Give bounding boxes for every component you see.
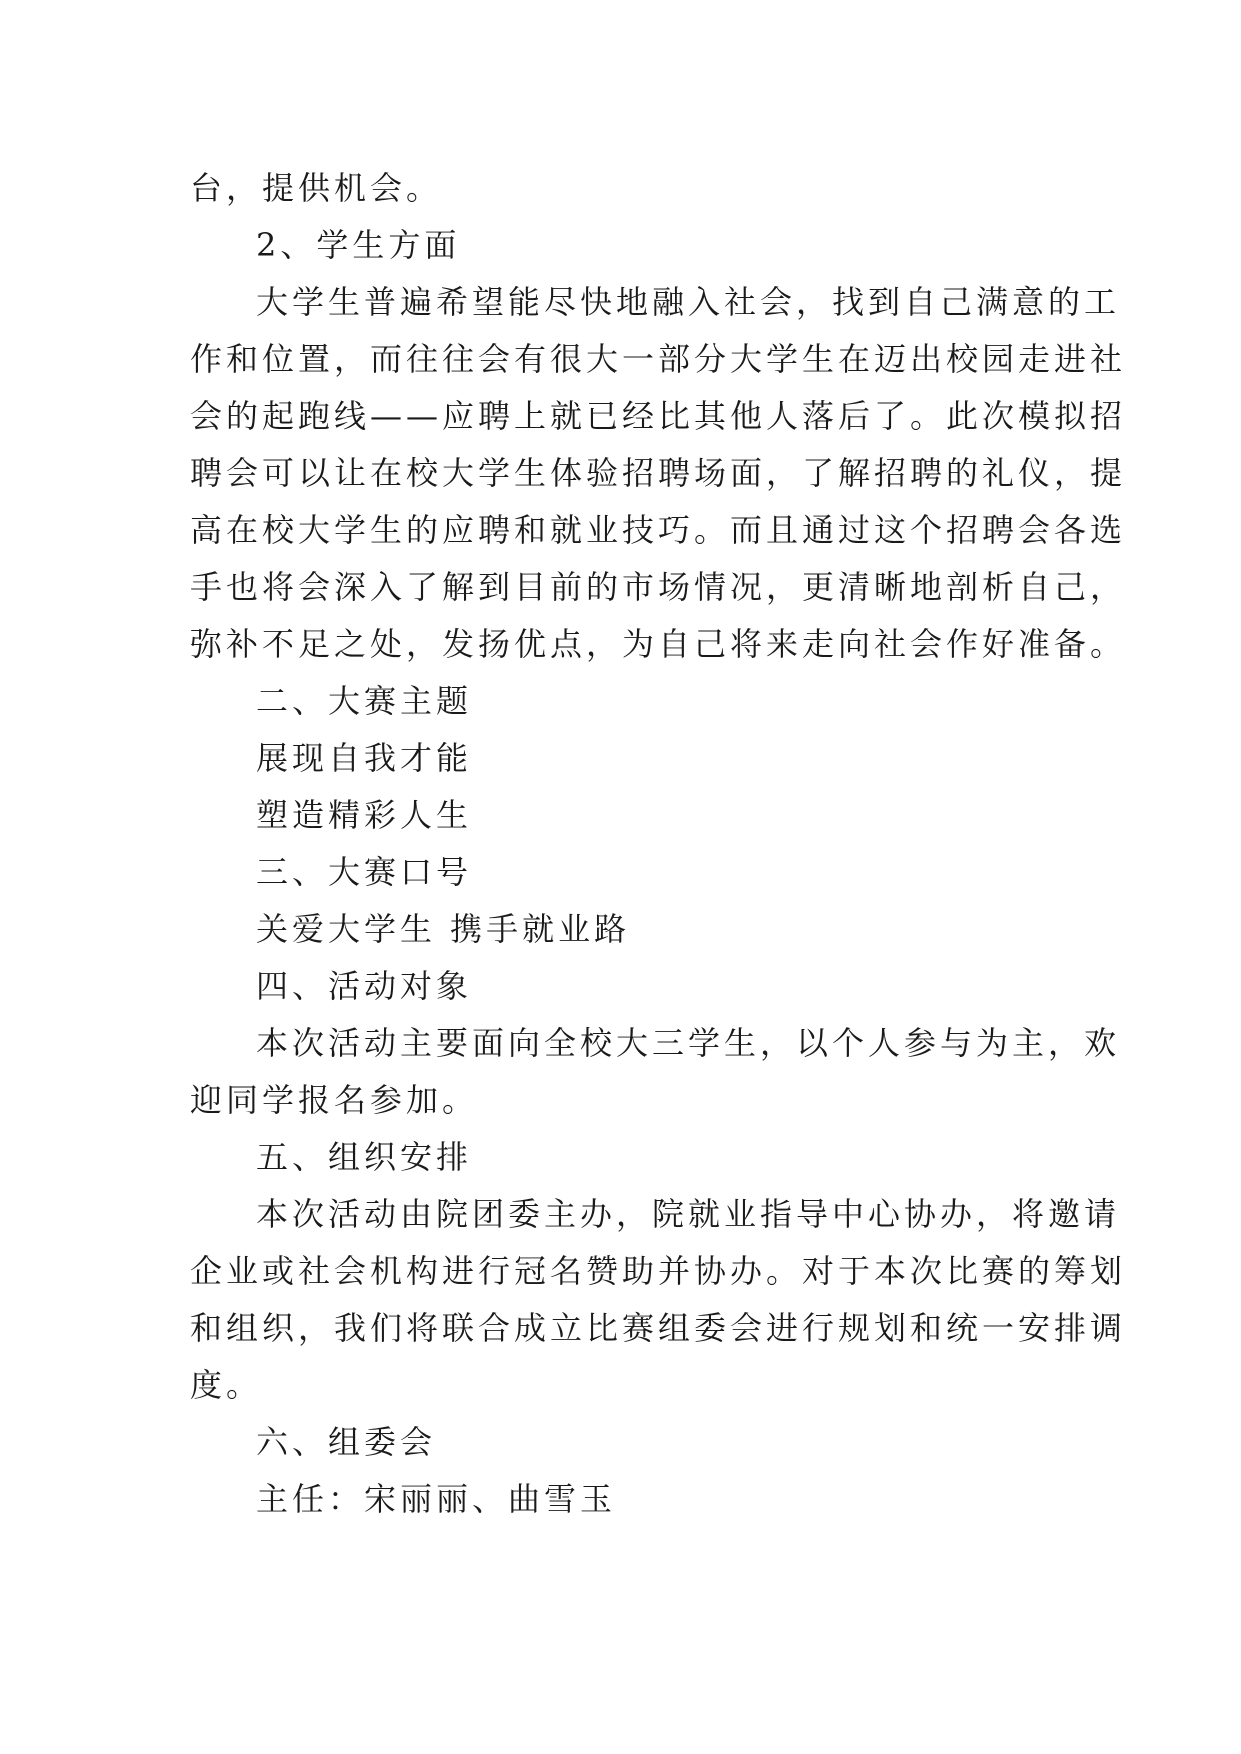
section-heading: 二、大赛主题 — [256, 682, 473, 720]
text-line: 迎同学报名参加。 — [190, 1081, 479, 1119]
text-line: 展现自我才能 — [256, 739, 473, 777]
text-line: 企业或社会机构进行冠名赞助并协办。对于本次比赛的筹划 — [190, 1252, 1127, 1290]
text-line: 主任：宋丽丽、曲雪玉 — [256, 1480, 617, 1518]
text-line: 度。 — [190, 1366, 263, 1404]
text-line: 弥补不足之处，发扬优点，为自己将来走向社会作好准备。 — [190, 625, 1127, 663]
text-line: 手也将会深入了解到目前的市场情况，更清晰地剖析自己， — [190, 568, 1127, 606]
text-line: 大学生普遍希望能尽快地融入社会，找到自己满意的工 — [256, 283, 1121, 321]
text-line: 本次活动主要面向全校大三学生，以个人参与为主，欢 — [256, 1024, 1121, 1062]
text-line: 会的起跑线——应聘上就已经比其他人落后了。此次模拟招 — [190, 397, 1127, 435]
text-line: 台，提供机会。 — [190, 169, 443, 207]
section-heading: 三、大赛口号 — [256, 853, 473, 891]
text-line: 塑造精彩人生 — [256, 796, 473, 834]
section-heading: 2、学生方面 — [256, 226, 461, 264]
text-line: 关爱大学生 携手就业路 — [256, 910, 631, 948]
text-line: 和组织，我们将联合成立比赛组委会进行规划和统一安排调 — [190, 1309, 1127, 1347]
section-heading: 四、活动对象 — [256, 967, 473, 1005]
text-line: 作和位置，而往往会有很大一部分大学生在迈出校园走进社 — [190, 340, 1127, 378]
text-line: 本次活动由院团委主办，院就业指导中心协办，将邀请 — [256, 1195, 1121, 1233]
text-line: 聘会可以让在校大学生体验招聘场面，了解招聘的礼仪，提 — [190, 454, 1127, 492]
section-heading: 六、组委会 — [256, 1423, 437, 1461]
section-heading: 五、组织安排 — [256, 1138, 473, 1176]
text-line: 高在校大学生的应聘和就业技巧。而且通过这个招聘会各选 — [190, 511, 1127, 549]
